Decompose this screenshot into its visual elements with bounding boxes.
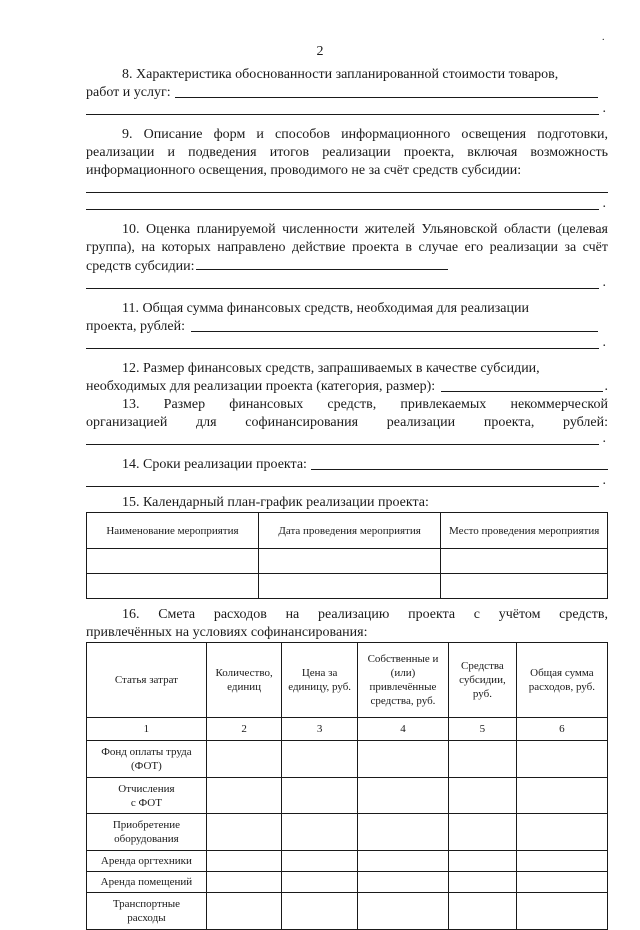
section-8: [86, 66, 608, 119]
table-cell[interactable]: [357, 851, 448, 872]
row-label: Отчисления с ФОТ: [87, 778, 207, 814]
column-number: 6: [516, 718, 607, 741]
section-11-field[interactable]: [191, 319, 598, 332]
table-cell[interactable]: [357, 778, 448, 814]
table-cell[interactable]: [282, 851, 358, 872]
section-13-field[interactable]: .: [86, 432, 608, 449]
table-row: [87, 741, 608, 778]
section-11-line1: 11. Общая сумма финансовых средств, необходимая для реализации: [122, 301, 529, 316]
section-13-line2: организацией для софинансирования реализации проекта, рублей:: [86, 415, 608, 430]
column-number-row: [87, 718, 608, 741]
header-event-date: Дата проведения мероприятия: [258, 513, 440, 549]
section-10-field-line2[interactable]: .: [86, 276, 608, 293]
table-cell[interactable]: [282, 741, 358, 778]
section-16: [86, 606, 608, 930]
table-cell[interactable]: [258, 574, 440, 599]
section-14: [86, 456, 608, 491]
table-cell[interactable]: [282, 872, 358, 893]
section-12-line1: 12. Размер финансовых средств, запрашиваемых в качестве субсидии,: [122, 361, 540, 376]
table-cell[interactable]: [357, 741, 448, 778]
section-12: 12. Размер финансовых средств, запрашиваемых в качестве субсидии, необходимых для реализации проекта (категория, размер): .: [86, 361, 608, 394]
section-16-line1: 16. Смета расходов на реализацию проекта с учётом средств,: [122, 607, 608, 622]
table-row: [87, 872, 608, 893]
section-11: [86, 300, 608, 353]
column-number: 5: [449, 718, 517, 741]
header-own-funds: Собственные и (или) привлечённые средства, руб.: [357, 643, 448, 718]
table-cell[interactable]: [516, 814, 607, 851]
section-8-field[interactable]: [175, 85, 598, 98]
table-cell[interactable]: [87, 574, 259, 599]
section-16-line2: привлечённых на условиях софинансирования:: [86, 625, 368, 640]
section-9-text: 9. Описание форм и способов информационного освещения подготовки, реализации и подведения итогов реализации проекта, включая возможность информационного освещения, проводимого не за счёт средств субсидии:: [86, 127, 608, 178]
schedule-table: [86, 512, 608, 599]
schedule-header-row: [87, 513, 608, 549]
table-cell[interactable]: [206, 778, 282, 814]
table-row: [87, 778, 608, 814]
header-event-name: Наименование мероприятия: [87, 513, 259, 549]
table-cell[interactable]: [206, 741, 282, 778]
table-cell[interactable]: [282, 778, 358, 814]
section-9-field-line1[interactable]: [86, 180, 608, 197]
table-cell[interactable]: [441, 549, 608, 574]
budget-header-row: [87, 643, 608, 718]
header-unit-price: Цена за единицу, руб.: [282, 643, 358, 718]
table-cell[interactable]: [516, 741, 607, 778]
section-14-prefix: 14. Сроки реализации проекта:: [122, 457, 307, 472]
table-cell[interactable]: [516, 851, 607, 872]
table-row: [87, 574, 608, 599]
section-10-text: 10. Оценка планируемой численности жителей Ульяновской области (целевая группа), на которых направлено действие проекта в случае его реализации за счёт средств субсидии:: [86, 222, 608, 274]
budget-table: [86, 642, 608, 930]
section-10: [86, 221, 608, 293]
table-cell[interactable]: [357, 893, 448, 930]
section-10-field[interactable]: [196, 257, 448, 270]
section-11-field-line2[interactable]: .: [86, 336, 608, 353]
table-cell[interactable]: [449, 893, 517, 930]
row-label: Приобретение оборудования: [87, 814, 207, 851]
table-cell[interactable]: [282, 893, 358, 930]
section-8-field-line2[interactable]: .: [86, 102, 608, 119]
row-label: Аренда оргтехники: [87, 851, 207, 872]
column-number: 3: [282, 718, 358, 741]
table-cell[interactable]: [206, 851, 282, 872]
section-13-line1: 13. Размер финансовых средств, привлекаемых некоммерческой: [122, 397, 608, 412]
section-14-field[interactable]: [311, 457, 608, 470]
section-9-field-line2[interactable]: .: [86, 197, 608, 214]
table-cell[interactable]: [516, 872, 607, 893]
table-cell[interactable]: [206, 814, 282, 851]
section-12-prefix: необходимых для реализации проекта (категория, размер):: [86, 379, 436, 394]
table-cell[interactable]: [449, 741, 517, 778]
row-label: Аренда помещений: [87, 872, 207, 893]
table-cell[interactable]: [449, 814, 517, 851]
row-label: Транспортные расходы: [87, 893, 207, 930]
table-cell[interactable]: [206, 872, 282, 893]
table-cell[interactable]: [441, 574, 608, 599]
page-number: 2: [316, 44, 324, 59]
table-cell[interactable]: [258, 549, 440, 574]
table-cell[interactable]: [87, 549, 259, 574]
table-cell[interactable]: [206, 893, 282, 930]
table-row: [87, 893, 608, 930]
table-cell[interactable]: [357, 872, 448, 893]
table-cell[interactable]: [516, 893, 607, 930]
header-cost-item: Статья затрат: [87, 643, 207, 718]
column-number: 4: [357, 718, 448, 741]
table-cell[interactable]: [449, 851, 517, 872]
section-11-prefix: проекта, рублей:: [86, 319, 185, 334]
header-subsidy: Средства субсидии, руб.: [449, 643, 517, 718]
row-label: Фонд оплаты труда (ФОТ): [87, 741, 207, 778]
section-15: [86, 494, 608, 599]
section-14-field-line2[interactable]: .: [86, 474, 608, 491]
section-9: [86, 126, 608, 214]
section-13: [86, 396, 608, 449]
corner-mark: .: [602, 32, 605, 43]
table-cell[interactable]: [449, 872, 517, 893]
header-total: Общая сумма расходов, руб.: [516, 643, 607, 718]
column-number: 1: [87, 718, 207, 741]
table-cell[interactable]: [357, 814, 448, 851]
form-content: [86, 66, 608, 930]
section-8-line1: 8. Характеристика обоснованности запланированной стоимости товаров,: [122, 67, 559, 82]
table-row: [87, 814, 608, 851]
table-cell[interactable]: [516, 778, 607, 814]
table-row: [87, 851, 608, 872]
section-12-field[interactable]: [441, 379, 602, 392]
header-event-place: Место проведения мероприятия: [441, 513, 608, 549]
column-number: 2: [206, 718, 282, 741]
table-cell[interactable]: [449, 778, 517, 814]
header-quantity: Количество, единиц: [206, 643, 282, 718]
table-row: [87, 549, 608, 574]
section-15-title: 15. Календарный план-график реализации проекта:: [122, 495, 429, 510]
section-8-prefix: работ и услуг:: [86, 85, 171, 100]
table-cell[interactable]: [282, 814, 358, 851]
